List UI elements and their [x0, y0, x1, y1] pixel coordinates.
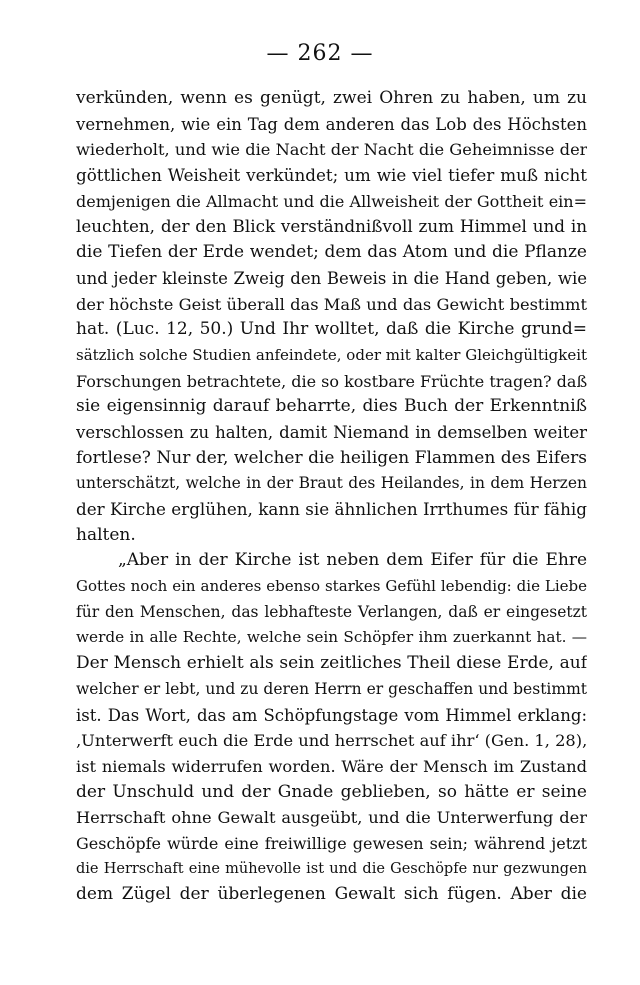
text-line: ist niemals widerrufen worden. Wäre der Mensch im Zustand: [76, 756, 587, 776]
text-line: ‚Unterwerft euch die Erde und herrschet auf ihr‘ (Gen. 1, 28),: [76, 731, 587, 751]
text-line: fortlese? Nur der, welcher die heiligen Flammen des Eifers: [76, 447, 587, 468]
text-line: die Herrschaft eine mühevolle ist und die Geschöpfe nur gezwungen: [76, 860, 587, 877]
text-line: die Tiefen der Erde wendet; dem das Atom und die Pflanze: [76, 242, 587, 263]
text-line: hat. (Luc. 12, 50.) Und Ihr wolltet, daß die Kirche grund=: [76, 319, 587, 340]
text-line: göttlichen Weisheit verkündet; um wie viel tiefer muß nicht: [76, 165, 587, 186]
text-line: demjenigen die Allmacht und die Allweisheit der Gottheit ein=: [76, 191, 587, 211]
text-line: Forschungen betrachtete, die so kostbare Früchte tragen? daß: [76, 371, 587, 391]
text-line: vernehmen, wie ein Tag dem anderen das Lob des Höchsten: [76, 114, 587, 134]
text-line: sätzlich solche Studien anfeindete, oder mit kalter Gleichgültigkeit: [76, 345, 587, 364]
text-line: dem Zügel der überlegenen Gewalt sich fügen. Aber die: [76, 884, 587, 905]
text-line: Der Mensch erhielt als sein zeitliches Theil diese Erde, auf: [76, 653, 587, 674]
paragraph-end-line: halten.: [76, 524, 136, 545]
text-line: Gottes noch ein anderes ebenso starkes Gefühl lebendig: die Liebe: [76, 577, 587, 596]
text-line: welcher er lebt, und zu deren Herrn er geschaffen und bestimmt: [76, 679, 587, 698]
text-line: ist. Das Wort, das am Schöpfungstage vom Himmel erklang:: [76, 705, 587, 725]
paragraph-start-line: „Aber in der Kirche ist neben dem Eifer für die Ehre: [118, 550, 587, 571]
text-line: der höchste Geist überall das Maß und das Gewicht bestimmt: [76, 294, 587, 314]
text-line: wiederholt, und wie die Nacht der Nacht die Geheimnisse der: [76, 140, 587, 160]
text-line: verkünden, wenn es genügt, zwei Ohren zu haben, um zu: [76, 88, 587, 108]
page-number: — 262 —: [266, 41, 374, 66]
text-line: Geschöpfe würde eine freiwillige gewesen sein; während jetzt: [76, 833, 587, 853]
text-line: unterschätzt, welche in der Braut des Heilandes, in dem Herzen: [76, 474, 587, 493]
text-line: Herrschaft ohne Gewalt ausgeübt, und die Unterwerfung der: [76, 808, 587, 828]
text-line: und jeder kleinste Zweig den Beweis in die Hand geben, wie: [76, 268, 587, 288]
text-line: für den Menschen, das lebhafteste Verlangen, daß er eingesetzt: [76, 602, 587, 621]
text-line: leuchten, der den Blick verständnißvoll zum Himmel und in: [76, 216, 587, 237]
text-line: der Kirche erglühen, kann sie ähnlichen Irrthumes für fähig: [76, 499, 587, 519]
text-line: verschlossen zu halten, damit Niemand in demselben weiter: [76, 422, 587, 442]
text-line: der Unschuld und der Gnade geblieben, so hätte er seine: [76, 781, 587, 802]
body-text: [76, 86, 587, 908]
text-line: sie eigensinnig darauf beharrte, dies Buch der Erkenntniß: [76, 396, 587, 417]
text-line: werde in alle Rechte, welche sein Schöpfer ihm zuerkannt hat. —: [76, 628, 587, 647]
